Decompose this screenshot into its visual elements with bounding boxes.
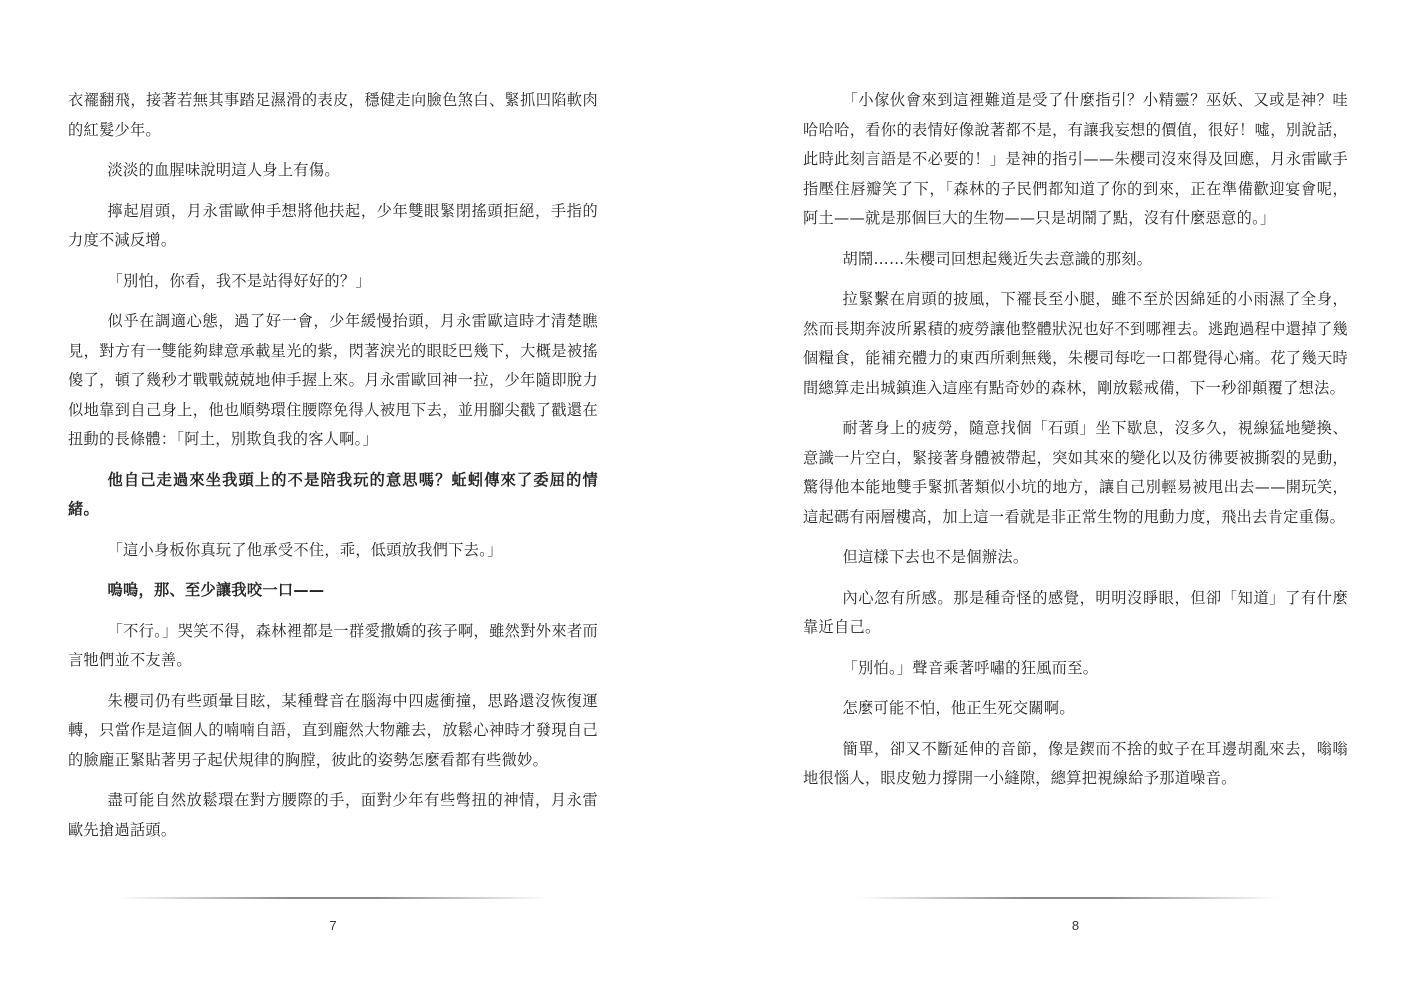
footer-divider [118, 897, 548, 899]
right-page [803, 0, 1348, 981]
left-page [68, 0, 598, 981]
paragraph: 怎麼可能不怕，他正生死交關啊。 [842, 699, 1075, 717]
paragraph: 朱櫻司仍有些頭暈目眩，某種聲音在腦海中四處衝撞，思路還沒恢復運轉，只當作是這個人的喃喃自語，直到龐然大物離去，放鬆心神時才發現自己的臉龐正緊貼著男子起伏規律的胸膛，彼此的姿勢怎麼看都有些微妙。 [68, 691, 598, 769]
paragraph: 「這小身板你真玩了他承受不住，乖，低頭放我們下去。」 [107, 540, 503, 559]
paragraph: 簡單，卻又不斷延伸的音節，像是鍥而不捨的蚊子在耳邊胡亂來去，嗡嗡地很惱人，眼皮勉力撐開一小縫隙，總算把視線給予那道噪音。 [803, 739, 1348, 787]
paragraph: 「不行。」哭笑不得，森林裡都是一群愛撒嬌的孩子啊，雖然對外來者而言牠們並不友善。 [68, 621, 598, 669]
paragraph: 內心忽有所感。那是種奇怪的感覺，明明沒睜眼，但卻「知道」了有什麼靠近自己。 [803, 588, 1348, 636]
paragraph: 盡可能自然放鬆環在對方腰際的手，面對少年有些彆扭的神情，月永雷歐先搶過話頭。 [68, 791, 598, 839]
paragraph: 「別怕，你看，我不是站得好好的？」 [107, 271, 371, 290]
paragraph: 耐著身上的疲勞，隨意找個「石頭」坐下歇息，沒多久，視線猛地變換、意識一片空白，緊接著身體被帶起，突如其來的變化以及彷彿要被撕裂的晃動，驚得他本能地雙手緊抓著類似小坑的地方，讓自己別輕易被甩出去——開玩笑，這起碼有兩層樓高，加上這一看就是非正常生物的甩動力度，飛出去肯定重傷。 [803, 419, 1348, 526]
paragraph: 衣襬翻飛，接著若無其事踏足濕滑的表皮，穩健走向臉色煞白、緊抓凹陷軟肉的紅髮少年。 [68, 91, 598, 139]
right-page-text [803, 86, 1348, 805]
paragraph: 淡淡的血腥味說明這人身上有傷。 [107, 161, 340, 179]
footer-divider [858, 897, 1278, 899]
paragraph-bold: 他自己走過來坐我頭上的不是陪我玩的意思嗎？蚯蚓傳來了委屈的情緒。 [68, 470, 598, 518]
paragraph-bold: 嗚嗚，那、至少讓我咬一口—— [107, 581, 325, 599]
paragraph: 但這樣下去也不是個辦法。 [842, 548, 1029, 566]
paragraph: 擰起眉頭，月永雷歐伸手想將他扶起，少年雙眼緊閉搖頭拒絕，手指的力度不減反增。 [68, 201, 598, 249]
paragraph: 拉緊繫在肩頭的披風，下襬長至小腿，雖不至於因綿延的小雨濕了全身，然而長期奔波所累積的疲勞讓他整體狀況也好不到哪裡去。逃跑過程中還掉了幾個糧食，能補充體力的東西所剩無幾，朱櫻司每吃一口都覺得心痛。花了幾天時間總算走出城鎮進入這座有點奇妙的森林，剛放鬆戒備，下一秒卻顛覆了想法。 [803, 290, 1348, 397]
paragraph: 胡鬧……朱櫻司回想起幾近失去意識的那刻。 [842, 249, 1153, 268]
page-number: 8 [1071, 918, 1080, 933]
paragraph: 似乎在調適心態，過了好一會，少年緩慢抬頭，月永雷歐這時才清楚瞧見，對方有一雙能夠肆意承載星光的紫，閃著淚光的眼眨巴幾下，大概是被搖傻了，頓了幾秒才戰戰兢兢地伸手握上來。月永雷歐回神一拉，少年隨即脫力似地靠到自己身上，他也順勢環住腰際免得人被甩下去，並用腳尖戳了戳還在扭動的長條體：「阿土，別欺負我的客人啊。」 [68, 312, 598, 448]
left-page-text [68, 86, 598, 856]
page-number: 7 [329, 918, 337, 933]
paragraph: 「小傢伙會來到這裡難道是受了什麼指引？小精靈？巫妖、又或是神？哇哈哈哈，看你的表情好像說著都不是，有讓我妄想的價值，很好！噓，別說話，此時此刻言語是不必要的！」是神的指引——朱櫻司沒來得及回應，月永雷歐手指壓住唇瓣笑了下，「森林的子民們都知道了你的到來，正在準備歡迎宴會呢，阿土——就是那個巨大的生物——只是胡鬧了點，沒有什麼惡意的。」 [803, 91, 1348, 227]
paragraph: 「別怕。」聲音乘著呼嘯的狂風而至。 [842, 658, 1099, 677]
